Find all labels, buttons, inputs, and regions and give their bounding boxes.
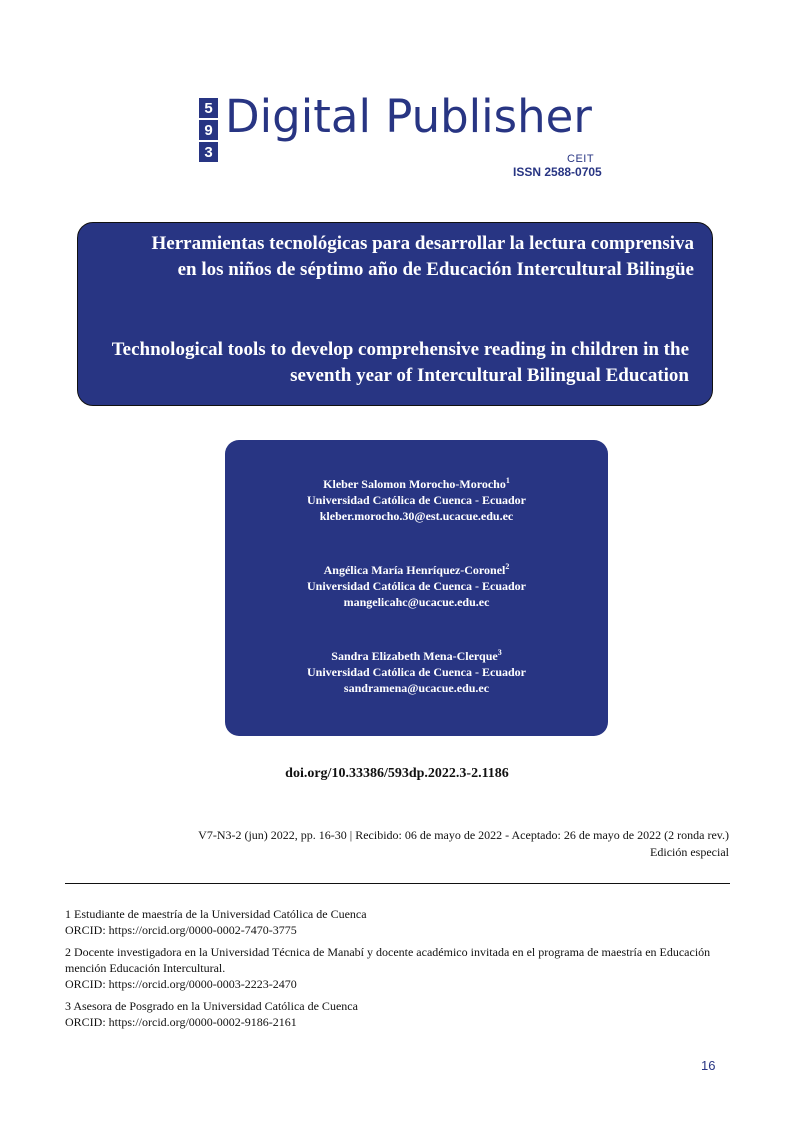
publication-dates: V7-N3-2 (jun) 2022, pp. 16-30 | Recibido: 06 de mayo de 2022 - Aceptado: 26 de mayo de 2022 (2 ronda rev.) (198, 828, 729, 842)
author-footnote-mark: 1 (505, 476, 510, 485)
author-name: Sandra Elizabeth Mena-Clerque$^3$ (331, 648, 502, 663)
journal-logo (199, 90, 619, 188)
footnote-orcid[interactable]: ORCID: https://orcid.org/0000-0003-2223-2470 (65, 977, 297, 991)
author-affiliation: Universidad Católica de Cuenca - Ecuador (307, 579, 526, 593)
author-block (225, 476, 608, 524)
author-email[interactable]: mangelicahc@ucacue.edu.ec (343, 595, 490, 609)
doi-link[interactable]: doi.org/10.33386/593dp.2022.3-2.1186 (285, 766, 509, 781)
footnote (65, 944, 730, 992)
author-block (225, 648, 608, 696)
footnote-orcid[interactable]: ORCID: https://orcid.org/0000-0002-7470-3775 (65, 923, 297, 937)
footnotes (65, 906, 730, 1036)
footnote-orcid[interactable]: ORCID: https://orcid.org/0000-0002-9186-2161 (65, 1015, 297, 1029)
author-footnote-mark: 2 (505, 562, 510, 571)
logo-digit: 9 (199, 120, 218, 140)
author-block (225, 562, 608, 610)
footnote-text: 2 Docente investigadora en la Universidad Técnica de Manabí y docente académico invitada en el programa de maestría en Educación mención Educación Intercultural. (65, 945, 711, 975)
publication-meta (198, 827, 729, 861)
authors-box (225, 440, 608, 736)
logo-number-blocks (199, 98, 218, 164)
title-box (77, 222, 713, 406)
logo-subtitle: CEIT (567, 153, 595, 165)
title-english: Technological tools to develop comprehensive reading in children in the seventh year of Intercultural Bilingual Education (111, 339, 689, 386)
footnote-text: 1 Estudiante de maestría de la Universidad Católica de Cuenca (65, 907, 367, 921)
logo-wordmark: Digital Publisher (225, 90, 592, 143)
page-number: 16 (701, 1058, 716, 1073)
logo-digit: 5 (199, 98, 218, 118)
logo-digit: 3 (199, 142, 218, 162)
title-spanish: Herramientas tecnológicas para desarrollar la lectura comprensiva en los niños de séptimo año de Educación Intercultural Bilingüe (151, 233, 694, 280)
issn: ISSN 2588-0705 (513, 165, 602, 179)
author-name: Angélica María Henríquez-Coronel$^2$ (323, 562, 510, 577)
author-footnote-mark: 3 (497, 648, 502, 657)
author-affiliation: Universidad Católica de Cuenca - Ecuador (307, 665, 526, 679)
edition-label: Edición especial (650, 845, 729, 859)
author-name: Kleber Salomon Morocho-Morocho$^1$ (323, 476, 510, 491)
footnote (65, 906, 730, 938)
footnote (65, 998, 730, 1030)
author-email[interactable]: kleber.morocho.30@est.ucacue.edu.ec (319, 509, 514, 523)
footnote-divider (65, 883, 730, 884)
author-email[interactable]: sandramena@ucacue.edu.ec (343, 681, 490, 695)
author-affiliation: Universidad Católica de Cuenca - Ecuador (307, 493, 526, 507)
footnote-text: 3 Asesora de Posgrado en la Universidad Católica de Cuenca (65, 999, 358, 1013)
